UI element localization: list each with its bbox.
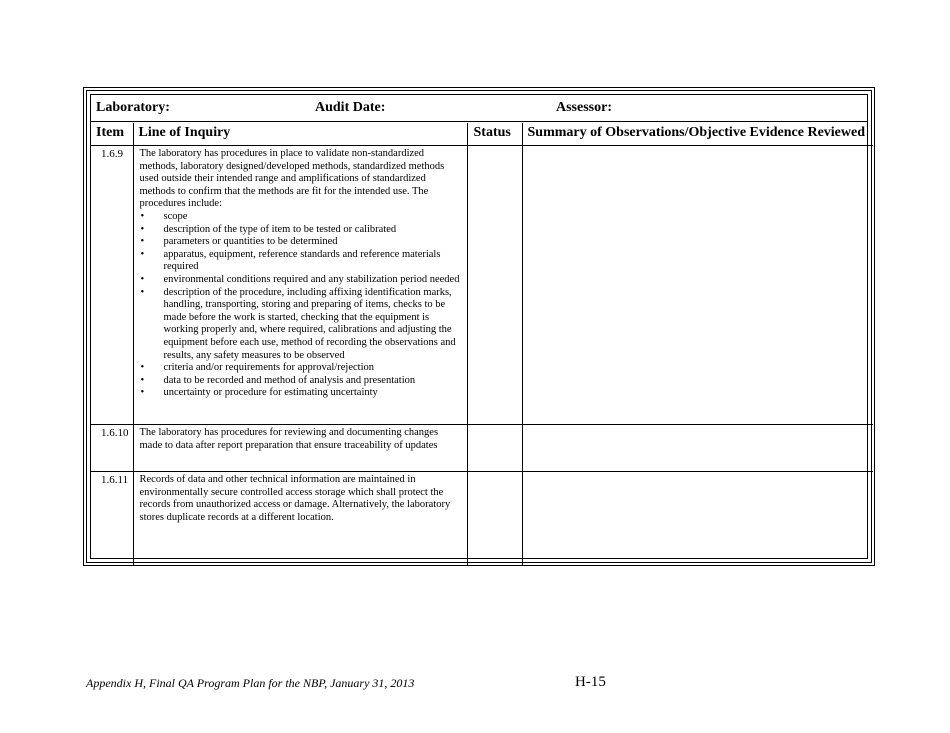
assessor-label: Assessor: bbox=[556, 100, 612, 115]
column-header-item: Item bbox=[91, 123, 133, 146]
form-header-row bbox=[91, 95, 867, 122]
list-item: • uncertainty or procedure for estimating uncertainty bbox=[140, 387, 461, 400]
footer-document-title: Appendix H, Final QA Program Plan for the NBP, January 31, 2013 bbox=[86, 676, 415, 690]
list-item: • environmental conditions required and any stabilization period needed bbox=[140, 274, 461, 287]
status-cell[interactable] bbox=[467, 472, 522, 565]
summary-cell[interactable] bbox=[522, 425, 873, 472]
footer-page-number: H-15 bbox=[575, 674, 606, 690]
list-item: • criteria and/or requirements for approval/rejection bbox=[140, 362, 461, 375]
table-header-row bbox=[91, 123, 873, 146]
list-item: • scope bbox=[140, 211, 461, 224]
table-row bbox=[91, 472, 873, 565]
status-cell[interactable] bbox=[467, 146, 522, 425]
audit-form-frame bbox=[83, 87, 875, 566]
item-number: 1.6.9 bbox=[91, 146, 133, 425]
item-number: 1.6.11 bbox=[91, 472, 133, 565]
table-row bbox=[91, 425, 873, 472]
item-number: 1.6.10 bbox=[91, 425, 133, 472]
list-item: • description of the procedure, including affixing identification marks, handling, transporting, storing and preparing of items, checks to be made before the work is started, checking that the equipment is working properly and, where required, calibrations and adjusting the equipment before each use, method of recording the observations and results, any safety measures to be observed bbox=[140, 287, 461, 363]
audit-form bbox=[90, 94, 868, 559]
audit-date-label: Audit Date: bbox=[315, 100, 386, 115]
inquiry-text: The laboratory has procedures for reviewing and documenting changes made to data after report preparation that ensure traceability of updates bbox=[139, 427, 439, 451]
list-item: • data to be recorded and method of analysis and presentation bbox=[140, 375, 461, 388]
summary-cell[interactable] bbox=[522, 472, 873, 565]
inquiry-table bbox=[91, 123, 873, 565]
column-header-status: Status bbox=[467, 123, 522, 146]
inquiry-cell bbox=[133, 146, 467, 425]
summary-cell[interactable] bbox=[522, 146, 873, 425]
column-header-summary: Summary of Observations/Objective Evidence Reviewed bbox=[522, 123, 873, 146]
table-row bbox=[91, 146, 873, 425]
procedure-list bbox=[140, 211, 461, 400]
list-item: • parameters or quantities to be determined bbox=[140, 236, 461, 249]
column-header-line-of-inquiry: Line of Inquiry bbox=[133, 123, 467, 146]
status-cell[interactable] bbox=[467, 425, 522, 472]
inquiry-text: Records of data and other technical information are maintained in environmentally secure controlled access storage which shall protect the records from unauthorized access or damage. Alternatively, the laboratory stores duplicate records at a different location. bbox=[139, 474, 451, 523]
inquiry-cell bbox=[133, 425, 467, 472]
inquiry-cell bbox=[133, 472, 467, 565]
list-item: • apparatus, equipment, reference standards and reference materials required bbox=[140, 249, 461, 274]
laboratory-label: Laboratory: bbox=[96, 100, 170, 115]
inquiry-text: The laboratory has procedures in place to validate non-standardized methods, laboratory designed/developed methods, standardized methods used outside their intended range and amplifications of standardized methods to confirm that the methods are fit for the intended use. The procedures include: bbox=[139, 148, 445, 210]
list-item: • description of the type of item to be tested or calibrated bbox=[140, 224, 461, 237]
